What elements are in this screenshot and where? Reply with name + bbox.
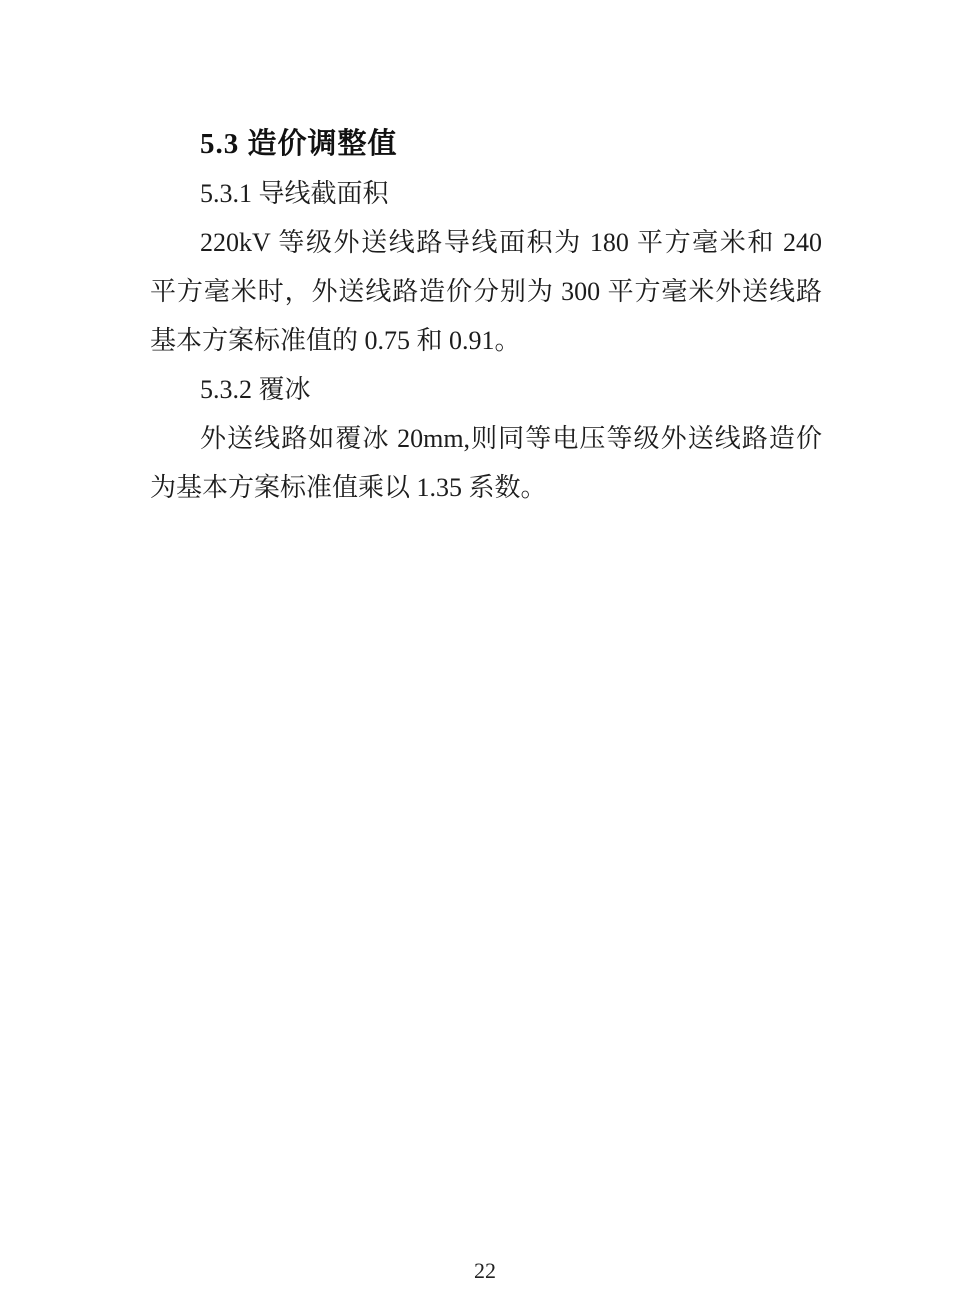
paragraph-icing: 外送线路如覆冰 20mm,则同等电压等级外送线路造价为基本方案标准值乘以 1.35 系数。 (150, 424, 822, 502)
subsection-title-icing: 5.3.2 覆冰 (200, 375, 311, 404)
page-number: 22 (474, 1258, 496, 1283)
subsection-title-conductor-area: 5.3.1 导线截面积 (200, 179, 389, 208)
paragraph-conductor-area: 220kV 等级外送线路导线面积为 180 平方毫米和 240 平方毫米时，外送线路造价分别为 300 平方毫米外送线路基本方案标准值的 0.75 和 0.91。 (150, 228, 822, 355)
document-content (150, 120, 822, 512)
section-heading: 5.3 造价调整值 (200, 128, 398, 160)
